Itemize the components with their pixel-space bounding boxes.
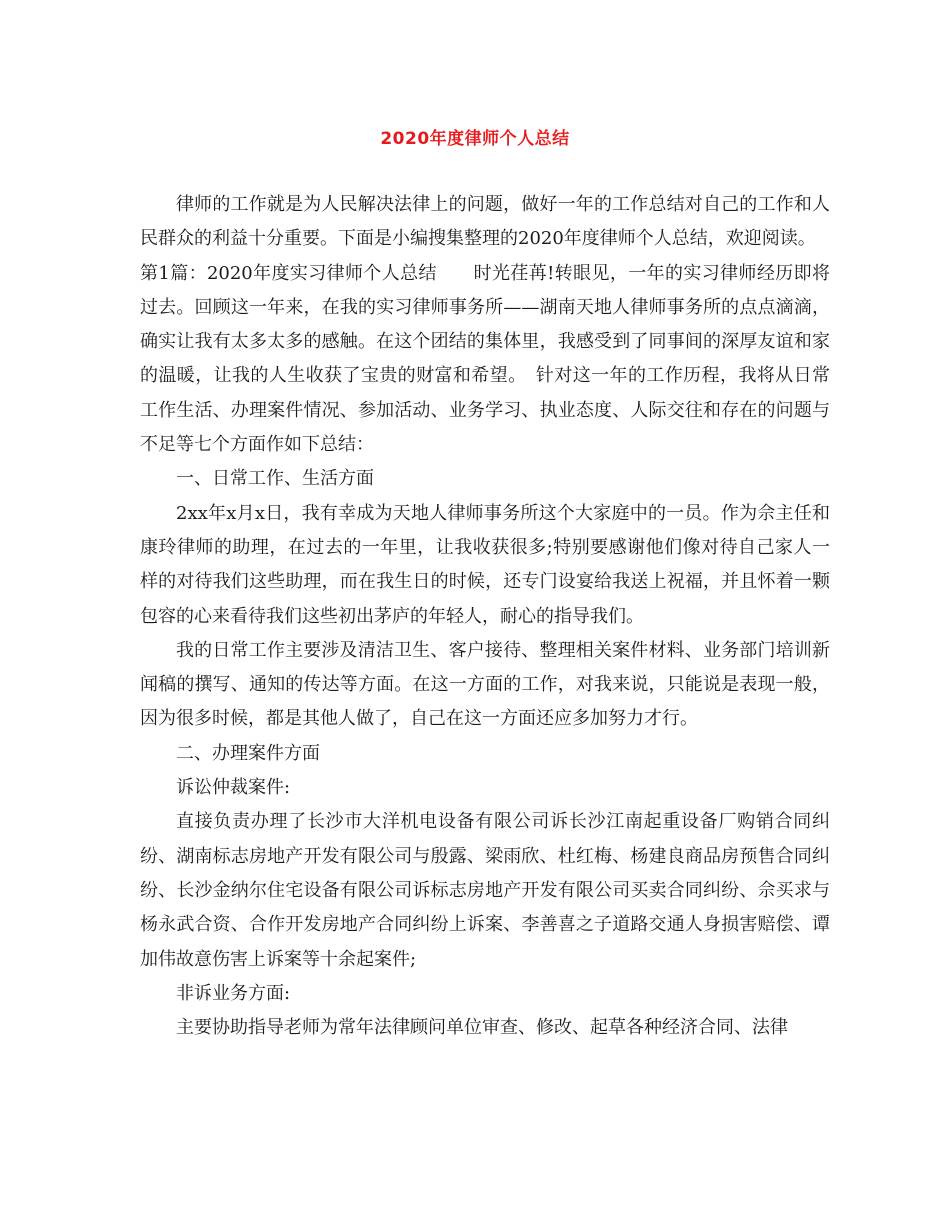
section-heading-cases: 二、办理案件方面 [176,742,320,764]
document-title: 2020年度律师个人总结 [380,129,570,149]
paragraph-intro: 律师的工作就是为人民解决法律上的问题，做好一年的工作总结对自己的工作和人民群众的利益十分重要。下面是小编搜集整理的2020年度律师个人总结，欢迎阅读。 [140,194,830,250]
paragraph-non-litigation: 主要协助指导老师为常年法律顾问单位审查、修改、起草各种经济合同、法律 [176,1017,788,1039]
paragraph-litigation-cases: 直接负责办理了长沙市大洋机电设备有限公司诉长沙江南起重设备厂购销合同纠纷、湖南标志房地产开发有限公司与殷露、梁雨欣、杜红梅、杨建良商品房预售合同纠纷、长沙金纳尔住宅设备有限公司诉标志房地产开发有限公司买卖合同纠纷、佘买求与杨永武合资、合作开发房地产合同纠纷上诉案、李善喜之子道路交通人身损害赔偿、谭加伟故意伤害上诉案等十余起案件; [140,811,830,970]
subheading-litigation: 诉讼仲裁案件: [176,777,291,799]
paragraph-daily-duties: 我的日常工作主要涉及清洁卫生、客户接待、整理相关案件材料、业务部门培训新闻稿的撰写、通知的传达等方面。在这一方面的工作，对我来说，只能说是表现一般，因为很多时候，都是其他人做了，自己在这一方面还应多加努力才行。 [140,639,830,730]
subheading-non-litigation: 非诉业务方面: [176,982,291,1004]
section-heading-daily-work: 一、日常工作、生活方面 [176,468,374,490]
paragraph-article-1: 第1篇：2020年度实习律师个人总结 时光荏苒!转眼见，一年的实习律师经历即将过去。回顾这一年来，在我的实习律师事务所——湖南天地人律师事务所的点点滴滴，确实让我有太多太多的感触。在这个团结的集体里，我感受到了同事间的深厚友谊和家的温暖，让我的人生收获了宝贵的财富和希望。 针对这一年的工作历程，我将从日常工作生活、办理案件情况、参加活动、业务学习、执业态度、人际交往和存在的问题与不足等七个方面作如下总结： [140,262,830,456]
document-body [140,188,830,1045]
paragraph-joining: 2xx年x月x日，我有幸成为天地人律师事务所这个大家庭中的一员。作为佘主任和康玲律师的助理，在过去的一年里，让我收获很多;特别要感谢他们像对待自己家人一样的对待我们这些助理，而在我生日的时候，还专门设宴给我送上祝福，并且怀着一颗包容的心来看待我们这些初出茅庐的年轻人，耐心的指导我们。 [140,502,830,627]
